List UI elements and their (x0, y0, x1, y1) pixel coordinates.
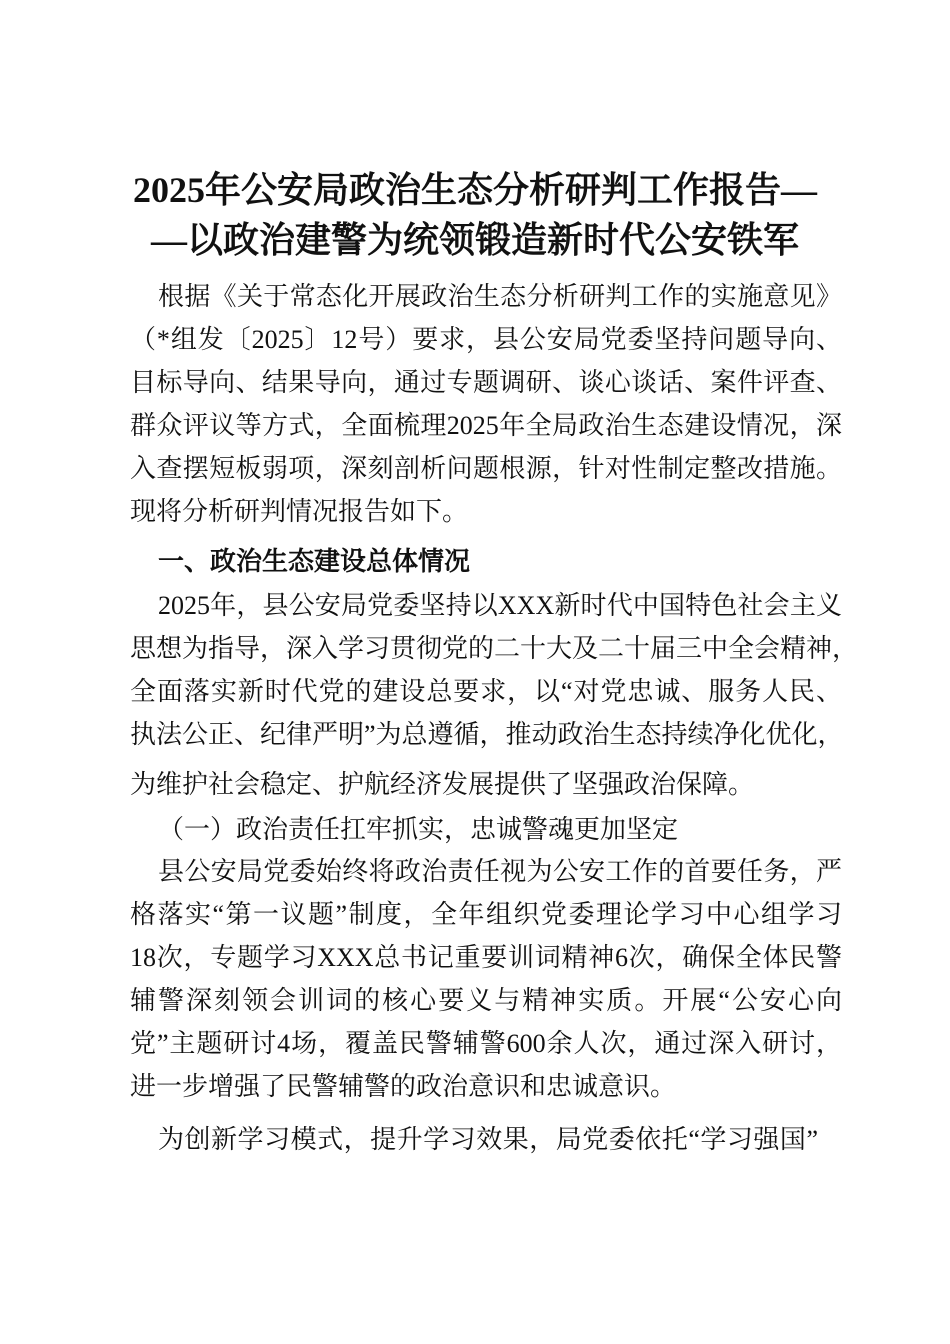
section-heading-1: 一、政治生态建设总体情况 (158, 547, 471, 576)
document-title-line-1: 2025年公安局政治生态分析研判工作报告— (132, 170, 817, 210)
subsection-paragraph-line: 进一步增强了民警辅警的政治意识和忠诚意识。 (130, 1072, 677, 1101)
subsection-paragraph-line: 格落实“第一议题”制度，全年组织党委理论学习中心组学习 (130, 900, 842, 929)
section-paragraph-line: 为维护社会稳定、护航经济发展提供了坚强政治保障。 (130, 770, 755, 799)
intro-paragraph-line: （*组发〔2025〕12号）要求，县公安局党委坚持问题导向、 (130, 325, 842, 354)
section-paragraph-line: 思想为指导，深入学习贯彻党的二十大及二十届三中全会精神， (130, 634, 859, 663)
intro-paragraph-line: 目标导向、结果导向，通过专题调研、谈心谈话、案件评查、 (130, 368, 842, 397)
subsection-paragraph-line: 县公安局党委始终将政治责任视为公安工作的首要任务，严 (158, 857, 842, 886)
subsection-paragraph-line: 党”主题研讨4场，覆盖民警辅警600余人次，通过深入研讨， (130, 1029, 842, 1058)
next-paragraph-line: 为创新学习模式，提升学习效果，局党委依托“学习强国” (158, 1125, 818, 1154)
intro-paragraph-line: 群众评议等方式，全面梳理2025年全局政治生态建设情况，深 (130, 411, 842, 440)
subsection-heading-1: （一）政治责任扛牢抓实，忠诚警魂更加坚定 (158, 815, 679, 844)
document-title-line-2: —以政治建警为统领锻造新时代公安铁军 (150, 220, 799, 260)
intro-paragraph-line: 现将分析研判情况报告如下。 (130, 497, 469, 526)
section-paragraph-line: 全面落实新时代党的建设总要求，以“对党忠诚、服务人民、 (130, 677, 842, 706)
intro-paragraph-line: 入查摆短板弱项，深刻剖析问题根源，针对性制定整改措施。 (130, 454, 842, 483)
subsection-paragraph-line: 18次，专题学习XXX总书记重要训词精神6次，确保全体民警 (130, 943, 842, 972)
section-paragraph-line: 执法公正、纪律严明”为总遵循，推动政治生态持续净化优化， (130, 720, 844, 749)
subsection-paragraph-line: 辅警深刻领会训词的核心要义与精神实质。开展“公安心向 (130, 986, 842, 1015)
intro-paragraph-line: 根据《关于常态化开展政治生态分析研判工作的实施意见》 (158, 282, 842, 311)
section-paragraph-line: 2025年，县公安局党委坚持以XXX新时代中国特色社会主义 (158, 591, 842, 620)
